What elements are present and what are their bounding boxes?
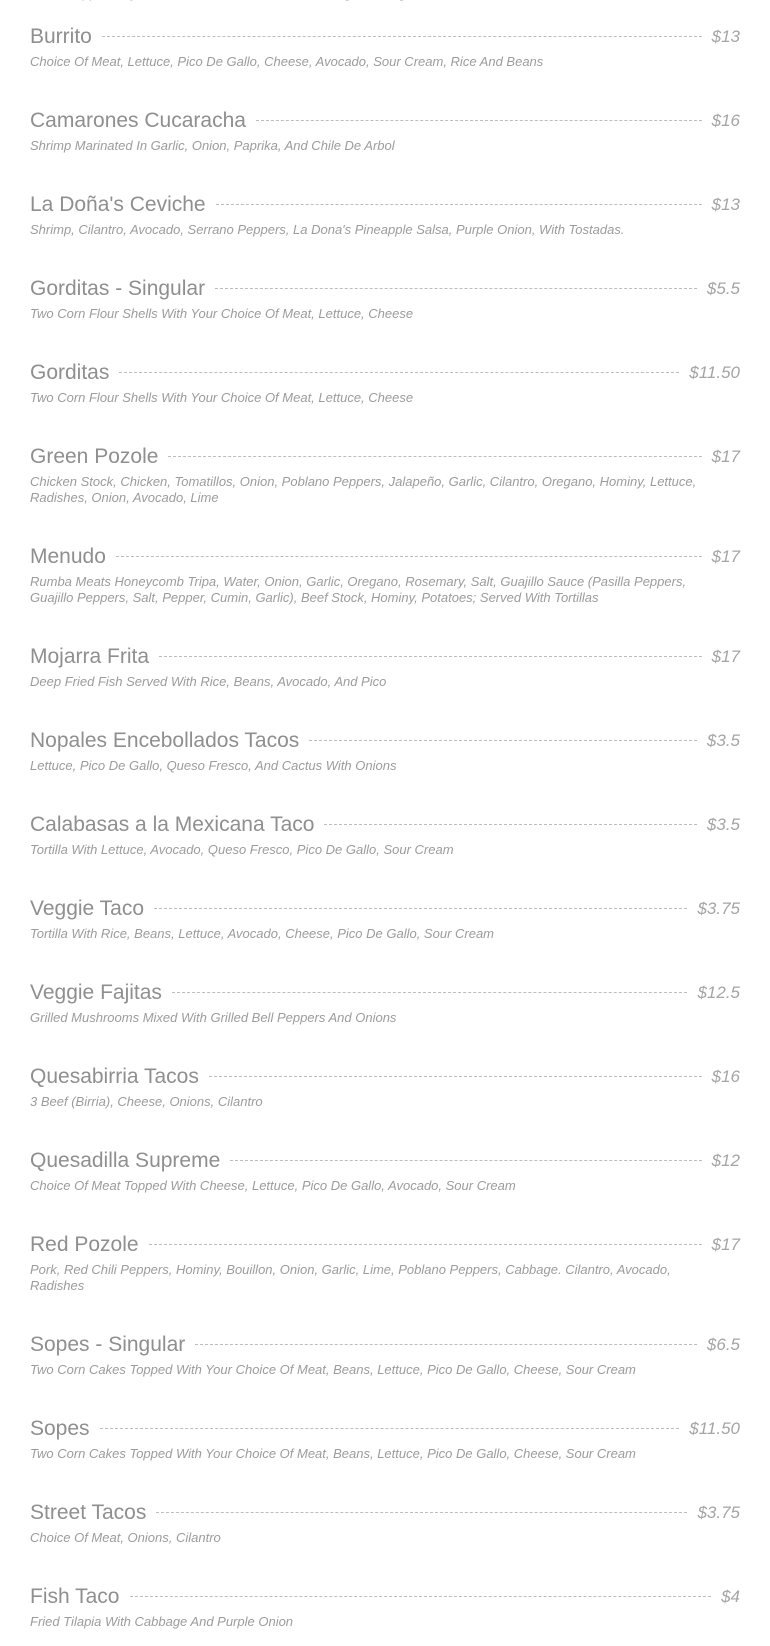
item-header [30, 192, 740, 218]
menu-item[interactable] [30, 1126, 740, 1210]
dotted-leader [309, 740, 697, 741]
item-price: $16 [711, 111, 740, 130]
item-price: $11.50 [689, 1419, 740, 1438]
item-name: Sopes - Singular [30, 1333, 186, 1356]
menu-item[interactable] [30, 1042, 740, 1126]
item-name: Sopes [30, 1417, 90, 1440]
item-name: Calabasas a la Mexicana Taco [30, 813, 315, 836]
item-price: $17 [711, 547, 740, 566]
dotted-leader [230, 1160, 701, 1161]
item-header [30, 644, 740, 670]
item-price: $17 [711, 647, 740, 666]
dotted-leader [130, 1596, 712, 1597]
menu-list [30, 0, 740, 1646]
item-description: Pork, Red Chili Peppers, Hominy, Bouillon, Onion, Garlic, Lime, Poblano Peppers, Cabbage. Cilantro, Avocado, Radishes [30, 1262, 671, 1293]
item-price: $4 [721, 1587, 740, 1606]
dotted-leader [156, 1512, 687, 1513]
item-header [30, 1500, 740, 1526]
item-name: Quesabirria Tacos [30, 1065, 199, 1088]
item-header [30, 24, 740, 50]
item-price: $16 [711, 1067, 740, 1086]
item-name: Gorditas [30, 361, 110, 384]
item-price: $11.50 [689, 363, 740, 382]
menu-item[interactable] [30, 86, 740, 170]
item-description: Choice Of Meat, Lettuce, Pico De Gallo, Cheese, Avocado, Sour Cream, Rice And Beans [30, 54, 544, 69]
menu-item[interactable] [30, 1562, 740, 1646]
dotted-leader [209, 1076, 702, 1077]
item-description: Choice Of Meat, Onions, Cilantro [30, 1530, 221, 1545]
menu-item[interactable] [30, 422, 740, 522]
item-description: Lettuce, Pico De Gallo, Queso Fresco, And Cactus With Onions [30, 758, 397, 773]
item-name: Street Tacos [30, 1501, 147, 1524]
item-price: $3.75 [697, 1503, 740, 1522]
item-header [30, 544, 740, 570]
item-name: Mojarra Frita [30, 645, 150, 668]
item-header [30, 108, 740, 134]
item-header [30, 1232, 740, 1258]
menu-item[interactable] [30, 170, 740, 254]
item-name: Fish Taco [30, 1585, 120, 1608]
menu-item[interactable] [30, 874, 740, 958]
item-name: Veggie Fajitas [30, 981, 162, 1004]
item-price: $12 [711, 1151, 740, 1170]
item-description: Two Corn Cakes Topped With Your Choice Of Meat, Beans, Lettuce, Pico De Gallo, Cheese, Sour Cream [30, 1362, 636, 1377]
item-header [30, 980, 740, 1006]
menu-item[interactable] [30, 338, 740, 422]
item-header [30, 728, 740, 754]
item-description: Shrimp Marinated In Garlic, Onion, Paprika, And Chile De Arbol [30, 138, 395, 153]
item-name: Veggie Taco [30, 897, 145, 920]
item-price: $3.75 [697, 899, 740, 918]
item-header [30, 812, 740, 838]
menu-item[interactable] [30, 522, 740, 622]
item-name: Quesadilla Supreme [30, 1149, 221, 1172]
menu-item[interactable] [30, 1310, 740, 1394]
item-description [30, 0, 740, 2]
menu-item[interactable] [30, 254, 740, 338]
dotted-leader [154, 908, 687, 909]
dotted-leader [324, 824, 696, 825]
item-header [30, 276, 740, 302]
item-header [30, 444, 740, 470]
menu-item[interactable] [30, 790, 740, 874]
item-description: Tortilla With Rice, Beans, Lettuce, Avocado, Cheese, Pico De Gallo, Sour Cream [30, 926, 495, 941]
item-name: Red Pozole [30, 1233, 139, 1256]
item-description: Deep Fried Fish Served With Rice, Beans, Avocado, And Pico [30, 674, 387, 689]
item-description: Two Corn Flour Shells With Your Choice Of Meat, Lettuce, Cheese [30, 390, 414, 405]
item-description: Choice Of Meat Topped With Cheese, Lettuce, Pico De Gallo, Avocado, Sour Cream [30, 1178, 516, 1193]
menu-item[interactable] [30, 958, 740, 1042]
item-name: Gorditas - Singular [30, 277, 206, 300]
item-header [30, 1064, 740, 1090]
item-header [30, 1584, 740, 1610]
menu-item[interactable] [30, 1394, 740, 1478]
item-description: Fried Tilapia With Cabbage And Purple Onion [30, 1614, 294, 1629]
item-description: Grilled Mushrooms Mixed With Grilled Bell Peppers And Onions [30, 1010, 397, 1025]
dotted-leader [116, 556, 702, 557]
item-price: $17 [711, 1235, 740, 1254]
item-description: Tortilla With Lettuce, Avocado, Queso Fresco, Pico De Gallo, Sour Cream [30, 842, 454, 857]
item-description: Rumba Meats Honeycomb Tripa, Water, Onion, Garlic, Oregano, Rosemary, Salt, Guajillo Sauce (Pasilla Peppers, Guajillo Peppers, Salt, Pepper, Cumin, Garlic), Beef Stock, Hominy, Potatoes; Served With Tortillas [30, 574, 687, 605]
dotted-leader [195, 1344, 697, 1345]
menu-item[interactable] [30, 1210, 740, 1310]
item-name: Nopales Encebollados Tacos [30, 729, 300, 752]
dotted-leader [149, 1244, 702, 1245]
menu-item[interactable] [30, 1478, 740, 1562]
item-name: Green Pozole [30, 445, 159, 468]
dotted-leader [256, 120, 702, 121]
dotted-leader [215, 288, 697, 289]
item-price: $3.5 [706, 731, 740, 750]
item-description: Chicken Stock, Chicken, Tomatillos, Onion, Poblano Peppers, Jalapeño, Garlic, Cilantro, Oregano, Hominy, Lettuce, Radishes, Onion, Avocado, Lime [30, 474, 697, 505]
dotted-leader [102, 36, 702, 37]
dotted-leader [159, 656, 702, 657]
item-price: $13 [711, 27, 740, 46]
item-header [30, 1148, 740, 1174]
dotted-leader [216, 204, 702, 205]
item-header [30, 360, 740, 386]
dotted-leader [168, 456, 701, 457]
item-price: $13 [711, 195, 740, 214]
item-name: Menudo [30, 545, 106, 568]
dotted-leader [172, 992, 688, 993]
item-header [30, 1332, 740, 1358]
item-price: $6.5 [706, 1335, 740, 1354]
menu-item[interactable] [30, 2, 740, 86]
item-description: Two Corn Cakes Topped With Your Choice Of Meat, Beans, Lettuce, Pico De Gallo, Cheese, Sour Cream [30, 1446, 636, 1461]
item-header [30, 896, 740, 922]
item-description: Two Corn Flour Shells With Your Choice Of Meat, Lettuce, Cheese [30, 306, 414, 321]
item-header [30, 1416, 740, 1442]
menu-item[interactable] [30, 622, 740, 706]
item-price: $5.5 [706, 279, 740, 298]
dotted-leader [119, 372, 679, 373]
item-description: 3 Beef (Birria), Cheese, Onions, Cilantro [30, 1094, 263, 1109]
menu-item[interactable] [30, 706, 740, 790]
dotted-leader [100, 1428, 680, 1429]
item-price: $3.5 [706, 815, 740, 834]
item-price: $17 [711, 447, 740, 466]
item-description: Shrimp, Cilantro, Avocado, Serrano Peppers, La Dona's Pineapple Salsa, Purple Onion, With Tostadas. [30, 222, 625, 237]
item-name: Burrito [30, 25, 92, 48]
item-name: Camarones Cucaracha [30, 109, 246, 132]
item-name: La Doña's Ceviche [30, 193, 206, 216]
item-price: $12.5 [697, 983, 740, 1002]
